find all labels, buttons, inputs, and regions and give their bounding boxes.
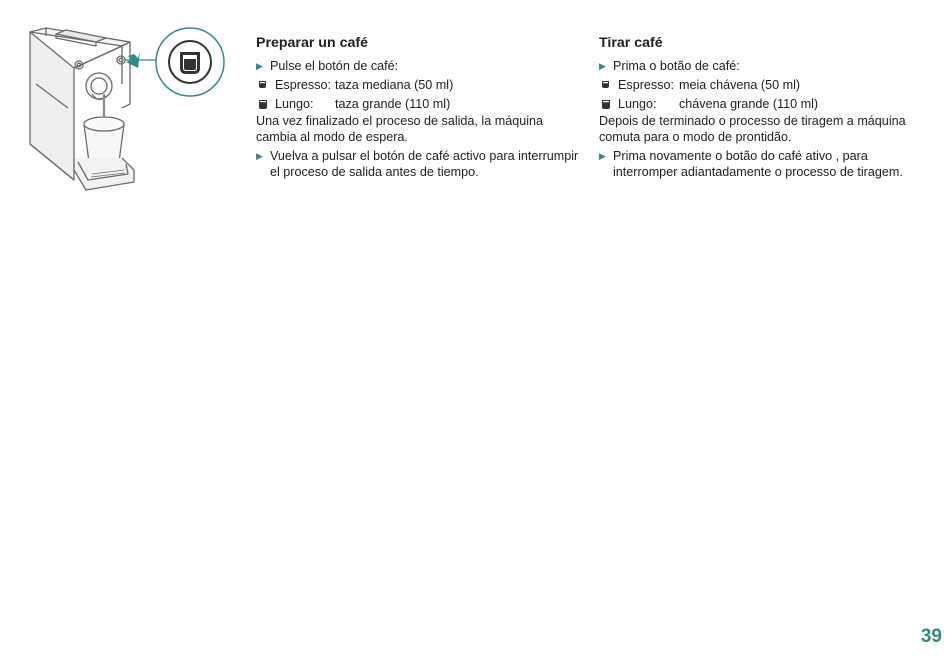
instruction-step [256,148,584,180]
coffee-button-icon [156,28,224,96]
lungo-row [599,95,911,114]
section-heading: Preparar un café [256,35,368,51]
lungo-value: chávena grande (110 ml) [679,96,819,111]
note-text: Depois de terminado o processo de tiragem a máquina comuta para o modo de prontidão. [599,114,906,145]
step-text: Prima o botão de café: [613,59,740,73]
play-arrow-icon: ▶ [599,150,606,161]
step-text: Pulse el botón de café: [270,59,399,73]
espresso-value: meia chávena (50 ml) [679,78,801,93]
instruction-step [599,148,911,180]
note-text: Una vez finalizado el proceso de salida, la máquina cambia al modo de espera. [256,114,544,145]
espresso-label: Espresso: [618,78,674,93]
lungo-row [256,95,584,114]
instruction-step [599,58,911,74]
espresso-value: taza mediana (50 ml) [335,78,454,93]
lungo-label: Lungo: [618,96,657,111]
play-arrow-icon: ▶ [599,61,606,71]
espresso-label: Espresso: [275,78,331,93]
page-number: 39 [920,626,942,647]
espresso-cup-icon [601,80,612,90]
lungo-cup-icon [258,99,269,109]
espresso-row [256,76,584,95]
coffee-machine-illustration [22,24,232,196]
lungo-value: taza grande (110 ml) [335,96,451,111]
step-text: Vuelva a pulsar el botón de café activo para interrumpir el proceso de salida antes de tiempo. [270,148,579,179]
lungo-label: Lungo: [275,96,314,111]
play-arrow-icon: ▶ [256,61,263,71]
lungo-cup-icon [601,99,612,109]
portuguese-section [599,34,911,182]
step-text: Prima novamente o botão do café ativo , para interromper adiantadamente o processo de tiragem. [613,148,903,179]
espresso-row [599,76,911,95]
spanish-section [256,34,584,182]
instruction-step [256,58,584,74]
espresso-cup-icon [258,80,269,90]
section-heading: Tirar café [599,35,663,51]
play-arrow-icon: ▶ [256,150,263,161]
